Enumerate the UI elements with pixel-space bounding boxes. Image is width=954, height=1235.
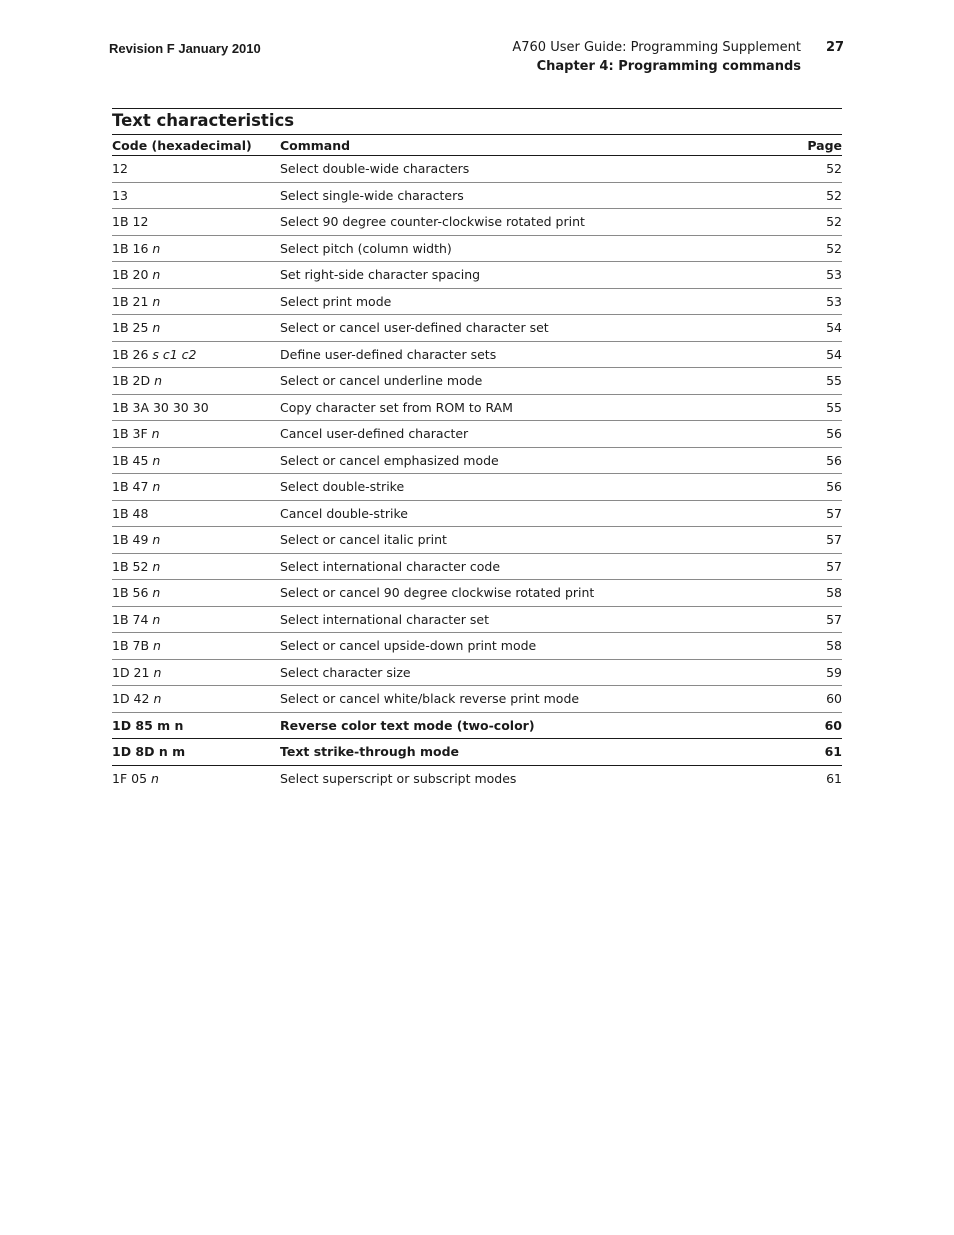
code-value: 1B 12	[112, 214, 149, 230]
code-value: 12	[112, 161, 128, 177]
code-argument: n	[152, 320, 161, 336]
cell-code	[112, 659, 280, 686]
code-value: 1B 48	[112, 505, 149, 521]
cell-code	[112, 633, 280, 660]
code-argument: n	[152, 267, 161, 283]
cell-code	[112, 474, 280, 501]
cell-command: Cancel user-defined character	[280, 421, 782, 448]
cell-code	[112, 421, 280, 448]
cell-page: 57	[782, 527, 842, 554]
cell-page: 57	[782, 606, 842, 633]
cell-command: Select print mode	[280, 288, 782, 315]
cell-page: 56	[782, 421, 842, 448]
table-row	[112, 712, 842, 739]
cell-code	[112, 606, 280, 633]
cell-code	[112, 580, 280, 607]
cell-command: Select single-wide characters	[280, 182, 782, 209]
table-row	[112, 315, 842, 342]
code-value: 1B 74	[112, 611, 153, 627]
revision-label: Revision F January 2010	[109, 41, 261, 56]
cell-code	[112, 288, 280, 315]
table-row	[112, 686, 842, 713]
chapter-title: Chapter 4: Programming commands	[536, 59, 801, 74]
table-row	[112, 341, 842, 368]
cell-page: 52	[782, 209, 842, 236]
code-value: 1B 49	[112, 532, 153, 548]
table-row	[112, 209, 842, 236]
cell-page: 52	[782, 182, 842, 209]
code-value: 1B 47	[112, 479, 153, 495]
code-argument: n	[152, 479, 161, 495]
table-row	[112, 553, 842, 580]
code-value: 1F 05	[112, 770, 151, 786]
code-argument: n	[153, 664, 162, 680]
cell-command: Cancel double-strike	[280, 500, 782, 527]
cell-page: 57	[782, 553, 842, 580]
cell-code	[112, 262, 280, 289]
table-body	[112, 156, 842, 792]
cell-command: Select or cancel 90 degree clockwise rotated print	[280, 580, 782, 607]
text-characteristics-section	[112, 108, 842, 791]
cell-page: 57	[782, 500, 842, 527]
code-value: 1B 52	[112, 558, 153, 574]
code-value: 1B 2D	[112, 373, 155, 389]
code-argument: n	[151, 770, 159, 786]
code-argument: s c1 c2	[152, 346, 197, 362]
cell-code	[112, 315, 280, 342]
cell-command: Select or cancel upside-down print mode	[280, 633, 782, 660]
code-value: 1D 85 m n	[112, 717, 184, 733]
cell-page: 60	[782, 712, 842, 739]
cell-code	[112, 394, 280, 421]
cell-page: 58	[782, 580, 842, 607]
table-row	[112, 421, 842, 448]
cell-code	[112, 712, 280, 739]
code-argument: n	[151, 426, 160, 442]
table-row	[112, 262, 842, 289]
column-header-command: Command	[280, 135, 782, 156]
cell-code	[112, 686, 280, 713]
cell-command: Copy character set from ROM to RAM	[280, 394, 782, 421]
code-argument: n	[152, 452, 161, 468]
cell-page: 52	[782, 156, 842, 183]
table-row	[112, 394, 842, 421]
cell-command: Select or cancel white/black reverse print mode	[280, 686, 782, 713]
cell-command: Set right-side character spacing	[280, 262, 782, 289]
code-argument: n	[152, 293, 161, 309]
code-argument: n	[152, 611, 161, 627]
cell-page: 54	[782, 341, 842, 368]
guide-title: A760 User Guide: Programming Supplement	[512, 40, 801, 55]
cell-code	[112, 447, 280, 474]
cell-page: 56	[782, 474, 842, 501]
table-row	[112, 633, 842, 660]
cell-command: Select double-wide characters	[280, 156, 782, 183]
table-row	[112, 288, 842, 315]
cell-code	[112, 527, 280, 554]
table-row	[112, 765, 842, 791]
cell-page: 55	[782, 368, 842, 395]
table-row	[112, 580, 842, 607]
code-value: 1D 42	[112, 691, 154, 707]
code-value: 1B 16	[112, 240, 153, 256]
table-row	[112, 368, 842, 395]
cell-page: 54	[782, 315, 842, 342]
cell-command: Select or cancel emphasized mode	[280, 447, 782, 474]
cell-page: 58	[782, 633, 842, 660]
cell-code	[112, 235, 280, 262]
code-value: 1B 26	[112, 346, 153, 362]
cell-page: 59	[782, 659, 842, 686]
cell-page: 56	[782, 447, 842, 474]
cell-code	[112, 368, 280, 395]
cell-command: Select or cancel user-defined character set	[280, 315, 782, 342]
table-row	[112, 182, 842, 209]
table-row	[112, 606, 842, 633]
cell-command: Define user-defined character sets	[280, 341, 782, 368]
page-number: 27	[826, 40, 845, 55]
cell-code	[112, 341, 280, 368]
code-value: 1B 3F	[112, 426, 152, 442]
cell-command: Select 90 degree counter-clockwise rotated print	[280, 209, 782, 236]
code-value: 1B 45	[112, 452, 153, 468]
cell-command: Select superscript or subscript modes	[280, 770, 517, 786]
cell-command: Select pitch (column width)	[280, 235, 782, 262]
cell-page: 55	[782, 394, 842, 421]
cell-page: 61	[782, 739, 842, 766]
code-value: 1B 21	[112, 293, 153, 309]
code-value: 1B 3A 30 30 30	[112, 399, 209, 415]
cell-page: 53	[782, 288, 842, 315]
cell-code	[112, 739, 280, 766]
cell-command: Select character size	[280, 659, 782, 686]
cell-page: 52	[782, 235, 842, 262]
column-header-page: Page	[782, 135, 842, 156]
code-value: 1D 21	[112, 664, 154, 680]
cell-command: Select or cancel italic print	[280, 527, 782, 554]
table-row	[112, 447, 842, 474]
cell-command: Select or cancel underline mode	[280, 368, 782, 395]
table-row	[112, 156, 842, 183]
cell-code	[112, 765, 280, 791]
cell-page: 53	[782, 262, 842, 289]
cell-code	[112, 553, 280, 580]
cell-page: 60	[782, 686, 842, 713]
code-value: 13	[112, 187, 128, 203]
code-value: 1B 56	[112, 585, 153, 601]
table-row	[112, 739, 842, 766]
table-row	[112, 474, 842, 501]
code-argument: n	[152, 585, 161, 601]
cell-command: Text strike-through mode	[280, 739, 782, 766]
cell-command: Reverse color text mode (two-color)	[280, 712, 782, 739]
code-argument: n	[152, 532, 161, 548]
section-title: Text characteristics	[112, 108, 842, 135]
code-argument: n	[154, 373, 162, 389]
table-row	[112, 659, 842, 686]
table-header-row	[112, 135, 842, 156]
code-argument: n	[153, 638, 161, 654]
code-value: 1B 7B	[112, 638, 154, 654]
cell-command: Select international character set	[280, 606, 782, 633]
cell-code	[112, 500, 280, 527]
table-row	[112, 500, 842, 527]
code-value: 1D 8D n m	[112, 744, 186, 760]
cell-page: 61	[826, 770, 842, 786]
code-argument: n	[152, 240, 161, 256]
cell-code	[112, 156, 280, 183]
code-argument: n	[153, 691, 162, 707]
code-value: 1B 25	[112, 320, 153, 336]
code-argument: n	[152, 558, 161, 574]
commands-table	[112, 135, 842, 791]
table-row	[112, 235, 842, 262]
cell-command: Select international character code	[280, 553, 782, 580]
column-header-code: Code (hexadecimal)	[112, 135, 280, 156]
table-row	[112, 527, 842, 554]
running-header	[512, 39, 801, 77]
code-value: 1B 20	[112, 267, 153, 283]
cell-code	[112, 182, 280, 209]
cell-code	[112, 209, 280, 236]
cell-command: Select double-strike	[280, 474, 782, 501]
